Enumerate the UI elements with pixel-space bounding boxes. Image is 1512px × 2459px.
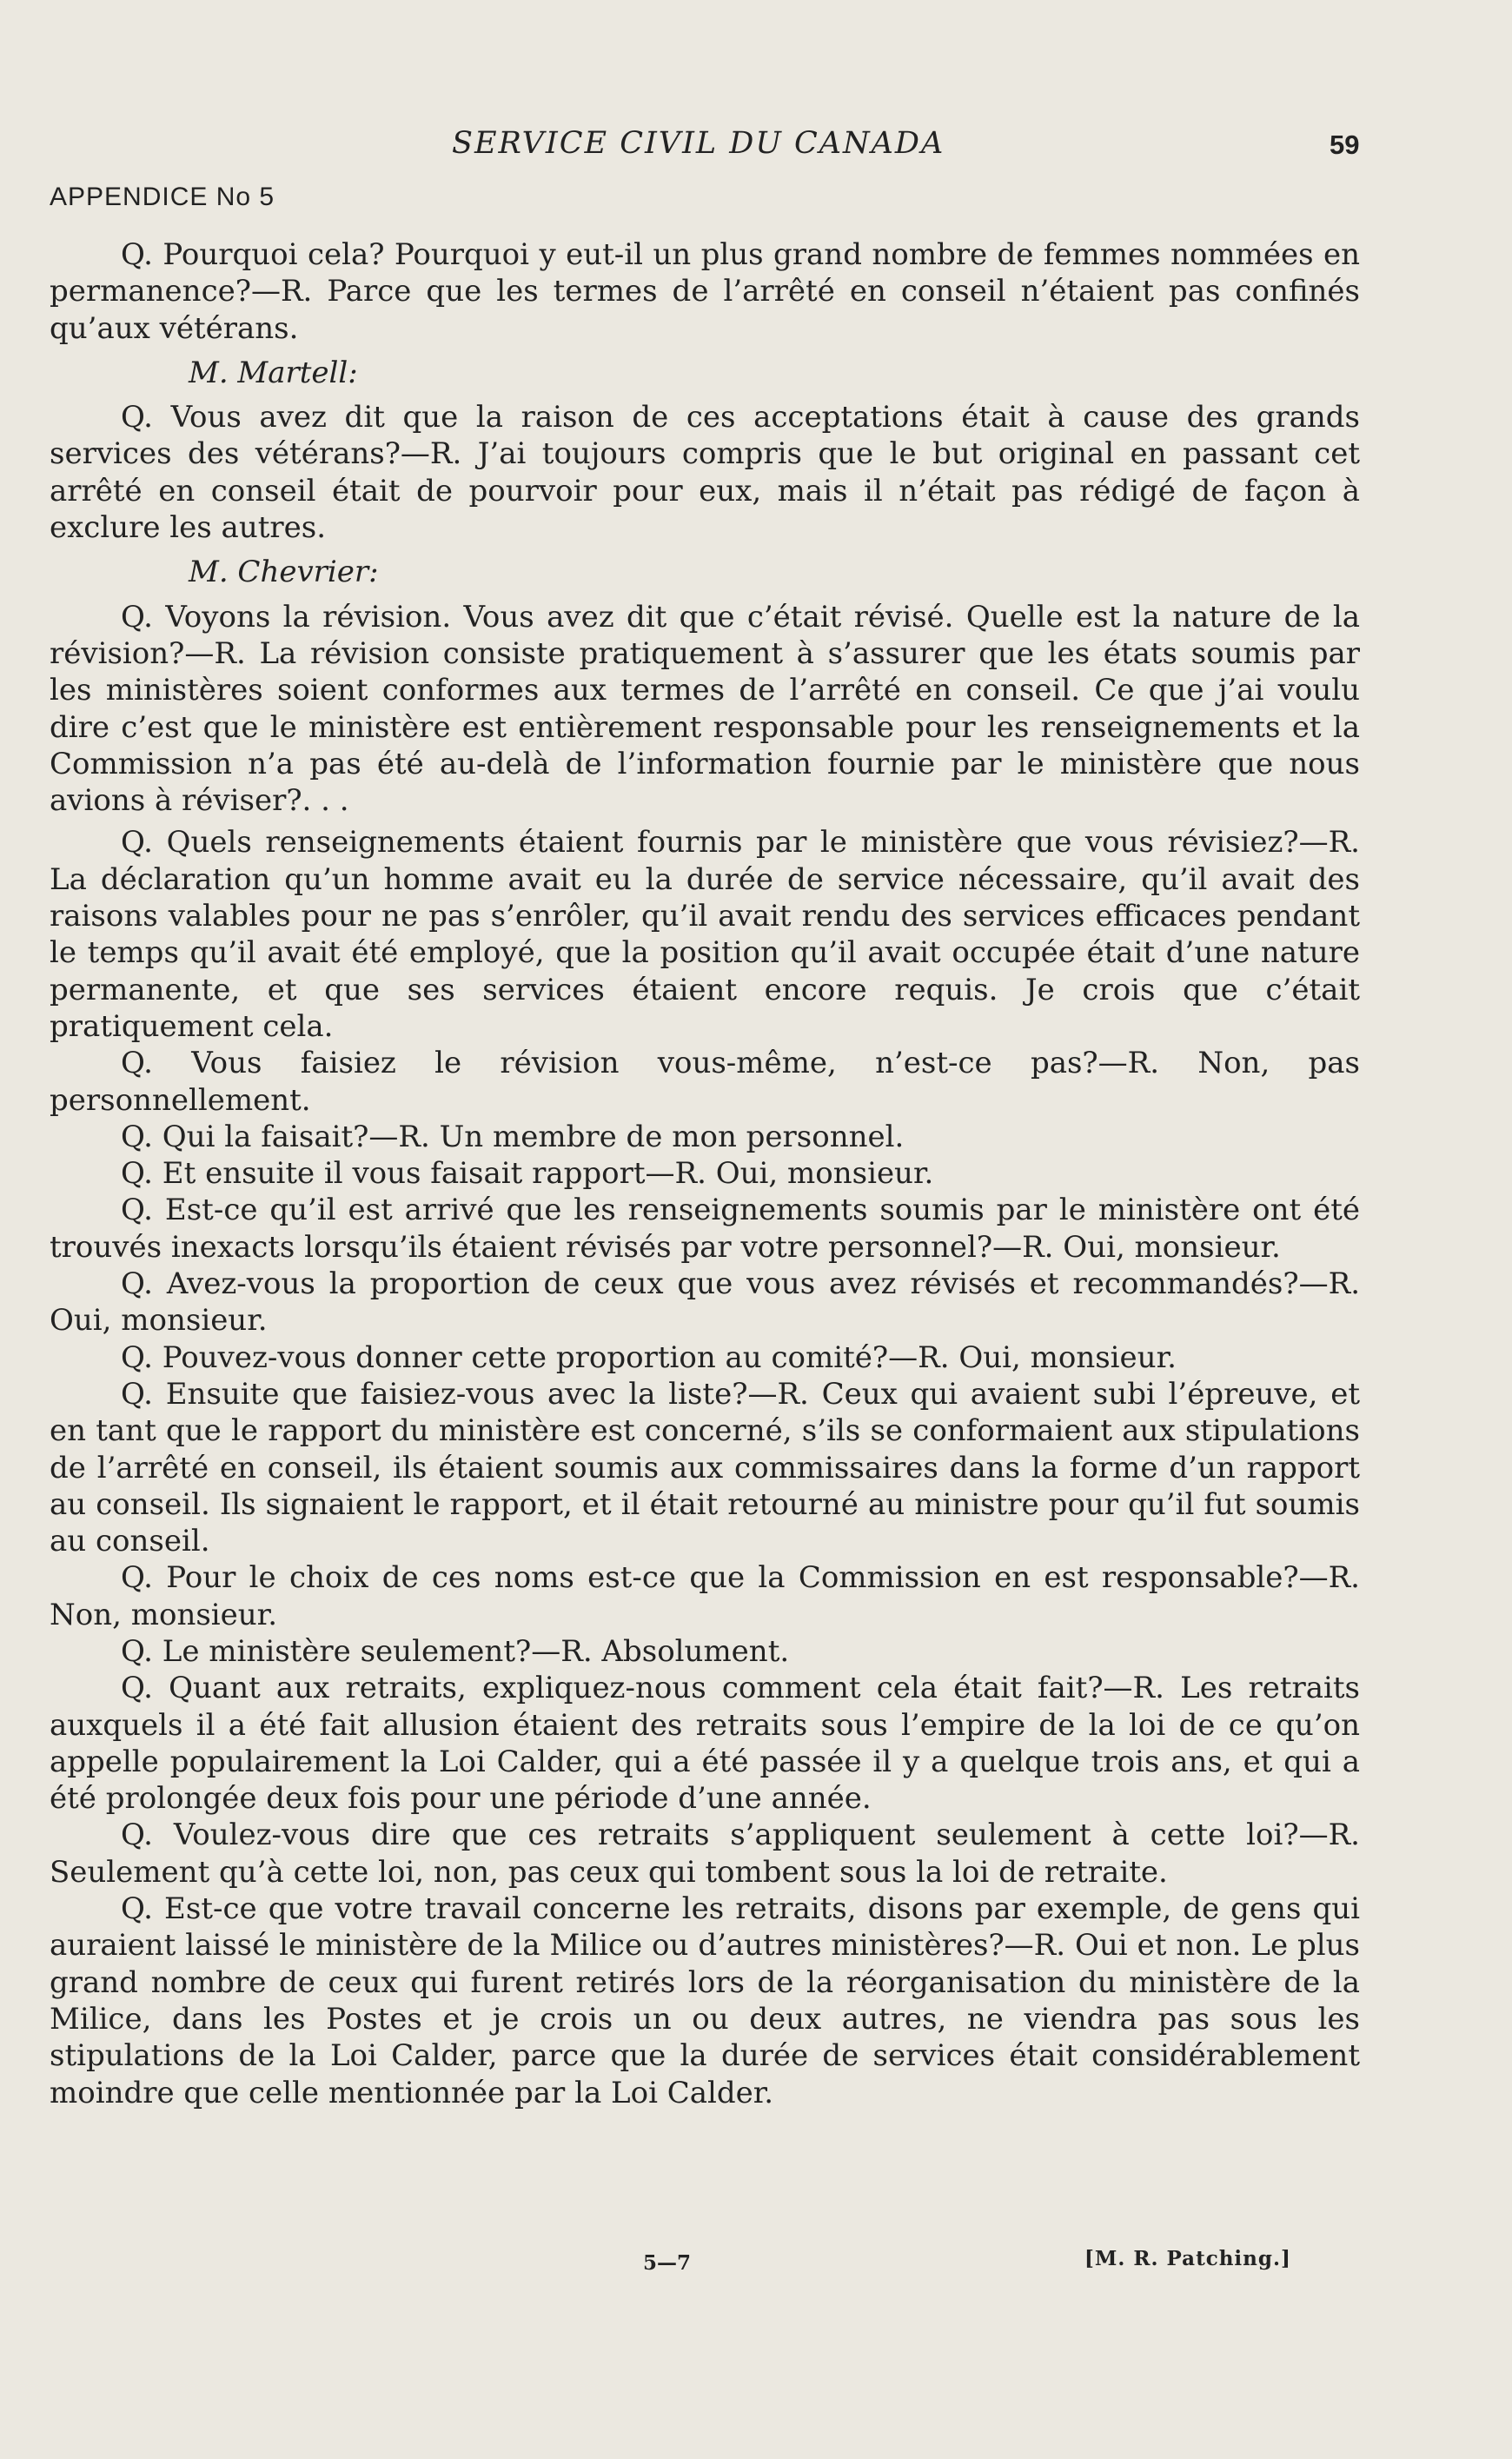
testimony-paragraph: Q. Quant aux retraits, expliquez-nous comment cela était fait?—R. Les retraits auxquels il a été fait allusion étaient des retraits sous l’empire de la loi de ce qu’on appelle populairement la Loi Calder, qui a été passée il y a quelque trois ans, et qui a été prolongée deux fois pour une période d’une année.: [50, 1671, 1360, 1817]
testimony-paragraph: Q. Est-ce qu’il est arrivé que les renseignements soumis par le ministère ont été trouvés inexacts lorsqu’ils étaient révisés par votre personnel?—R. Oui, monsieur.: [50, 1193, 1360, 1265]
appendix-label: APPENDICE No 5: [50, 183, 275, 211]
testimony-paragraph: Q. Pourquoi cela? Pourquoi y eut-il un plus grand nombre de femmes nommées en permanence?—R. Parce que les termes de l’arrêté en conseil n’étaient pas confinés qu’aux vétérans.: [50, 237, 1360, 346]
testimony-paragraph: Q. Pouvez-vous donner cette proportion au comité?—R. Oui, monsieur.: [121, 1339, 1177, 1375]
running-title: SERVICE CIVIL DU CANADA: [452, 126, 945, 161]
testimony-paragraph: Q. Et ensuite il vous faisait rapport—R. Oui, monsieur.: [121, 1156, 934, 1192]
signature-mark: 5—7: [643, 2251, 692, 2275]
testimony-paragraph: Q. Pour le choix de ces noms est-ce que la Commission en est responsable?—R. Non, monsieur.: [50, 1560, 1360, 1632]
testimony-paragraph: Q. Voyons la révision. Vous avez dit que c’était révisé. Quelle est la nature de la révision?—R. La révision consiste pratiquement à s’assurer que les états soumis par les ministères soient conformes aux termes de l’arrêté en conseil. Ce que j’ai voulu dire c’est que le ministère est entièrement responsable pour les renseignements et la Commission n’a pas été au-delà de l’information fournie par le ministère que nous avions à réviser?. . .: [50, 599, 1360, 819]
witness-tag: [M. R. Patching.]: [1084, 2247, 1291, 2270]
testimony-paragraph: Q. Quels renseignements étaient fournis par le ministère que vous révisiez?—R. La déclaration qu’un homme avait eu la durée de service nécessaire, qu’il avait des raisons valables pour ne pas s’enrôler, qu’il avait rendu des services efficaces pendant le temps qu’il avait été employé, que la position qu’il avait occupée était d’une nature permanente, et que ses services étaient encore requis. Je crois que c’était pratiquement cela.: [50, 825, 1360, 1044]
testimony-paragraph: Q. Ensuite que faisiez-vous avec la liste?—R. Ceux qui avaient subi l’épreuve, et en tant que le rapport du ministère est concerné, s’ils se conformaient aux stipulations de l’arrêté en conseil, ils étaient soumis aux commissaires dans la forme d’un rapport au conseil. Ils signaient le rapport, et il était retourné au ministre pour qu’il fut soumis au conseil.: [50, 1376, 1360, 1559]
testimony-paragraph: Q. Voulez-vous dire que ces retraits s’appliquent seulement à cette loi?—R. Seulement qu’à cette loi, non, pas ceux qui tombent sous la loi de retraite.: [50, 1818, 1360, 1890]
speaker-heading: M. Martell:: [189, 355, 358, 390]
testimony-paragraph: Q. Vous avez dit que la raison de ces acceptations était à cause des grands services des vétérans?—R. J’ai toujours compris que le but original en passant cet arrêté en conseil était de pourvoir pour eux, mais il n’était pas rédigé de façon à exclure les autres.: [50, 400, 1360, 546]
speaker-heading: M. Chevrier:: [189, 555, 379, 590]
testimony-paragraph: Q. Avez-vous la proportion de ceux que vous avez révisés et recommandés?—R. Oui, monsieur.: [50, 1266, 1360, 1339]
testimony-paragraph: Q. Est-ce que votre travail concerne les retraits, disons par exemple, de gens qui auraient laissé le ministère de la Milice ou d’autres ministères?—R. Oui et non. Le plus grand nombre de ceux qui furent retirés lors de la réorganisation du ministère de la Milice, dans les Postes et je crois un ou deux autres, ne viendra pas sous les stipulations de la Loi Calder, parce que la durée de services était considérablement moindre que celle mentionnée par la Loi Calder.: [50, 1891, 1360, 2110]
page-number: 59: [1330, 130, 1360, 160]
page-header: [0, 126, 1512, 169]
testimony-paragraph: Q. Qui la faisait?—R. Un membre de mon personnel.: [121, 1119, 905, 1154]
testimony-paragraph: Q. Le ministère seulement?—R. Absolument.: [121, 1633, 790, 1669]
testimony-body: [50, 236, 1360, 2111]
testimony-paragraph: Q. Vous faisiez le révision vous-même, n’est-ce pas?—R. Non, pas personnellement.: [50, 1046, 1360, 1118]
